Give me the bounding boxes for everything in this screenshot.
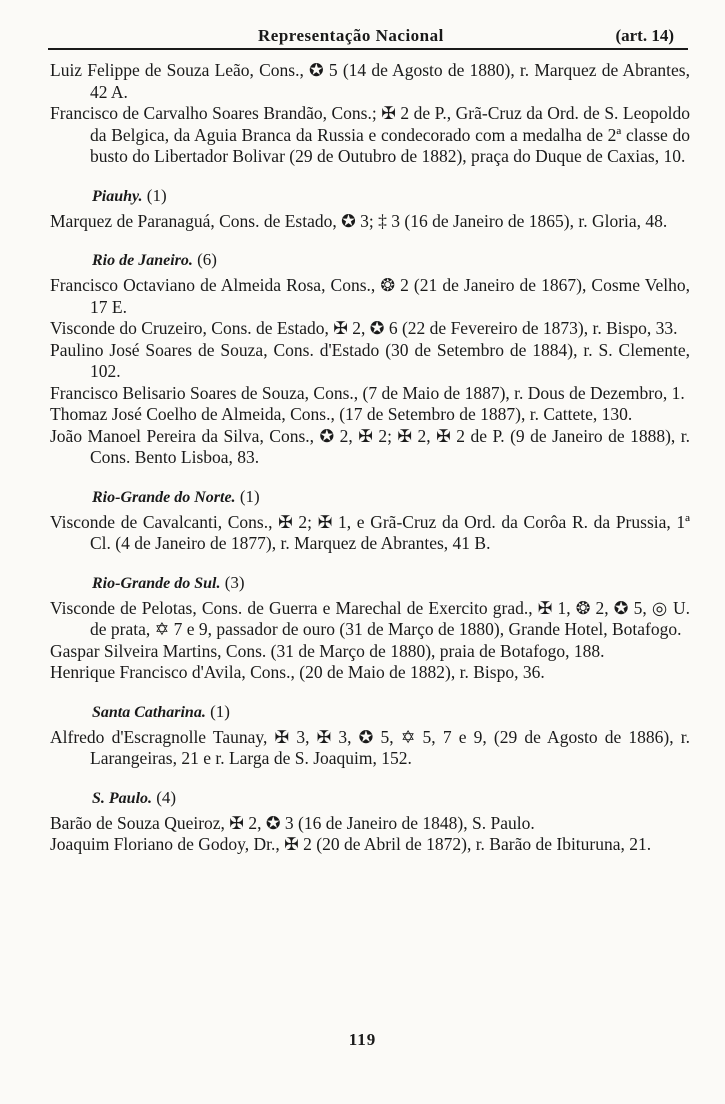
entry: Francisco Belisario Soares de Souza, Cons., (7 de Maio de 1887), r. Dous de Dezembro, 1. (50, 382, 685, 403)
member-count: (1) (239, 486, 260, 506)
member-count: (1) (146, 185, 167, 205)
entry: Marquez de Paranaguá, Cons. de Estado, ✪ 3; ‡ 3 (16 de Janeiro de 1865), r. Gloria, 48. (50, 210, 668, 231)
member-count: (4) (156, 787, 177, 807)
state-name: S. Paulo. (92, 789, 153, 807)
section-heading (92, 184, 690, 209)
entry: Barão de Souza Queiroz, ✠ 2, ✪ 3 (16 de Janeiro de 1848), S. Paulo. (50, 812, 535, 833)
page-number: 119 (348, 1030, 377, 1049)
section-continued (50, 60, 690, 168)
entry: Alfredo d'Escragnolle Taunay, ✠ 3, ✠ 3, ✪ 5, ✡ 5, 7 e 9, (29 de Agosto de 1886), r. Larangeiras, 21 e r. Larga de S. Joaquim, 152. (50, 726, 690, 768)
section-rio-grande-do-norte (50, 485, 690, 555)
member-count: (1) (210, 701, 230, 721)
entry: Visconde do Cruzeiro, Cons. de Estado, ✠ 2, ✪ 6 (22 de Fevereiro de 1873), r. Bispo, 33. (50, 318, 678, 338)
entry: Joaquim Floriano de Godoy, Dr., ✠ 2 (20 de Abril de 1872), r. Barão de Ibituruna, 21. (50, 834, 652, 854)
section-heading (92, 786, 690, 811)
state-name: Piauhy. (92, 187, 143, 205)
entry: Francisco de Carvalho Soares Brandão, Cons.; ✠ 2 de P., Grã-Cruz da Ord. de S. Leopoldo da Belgica, da Aguia Branca da Russia e condecorado com a medalha de 2ª classe do busto do Libertador Bolivar (29 de Outubro de 1882), praça do Duque de Caxias, 10. (50, 103, 690, 166)
state-name: Rio-Grande do Sul. (92, 574, 221, 592)
entry: Visconde de Cavalcanti, Cons., ✠ 2; ✠ 1, e Grã-Cruz da Ord. da Corôa R. da Prussia, 1ª Cl. (4 de Janeiro de 1877), r. Marquez de Abrantes, 41 B. (50, 511, 690, 553)
header-article: (art. 14) (615, 26, 674, 45)
section-heading (92, 700, 690, 725)
entry: Paulino José Soares de Souza, Cons. d'Estado (30 de Setembro de 1884), r. S. Clemente, 102. (50, 339, 690, 381)
section-rio-grande-do-sul (50, 571, 690, 684)
entry: Thomaz José Coelho de Almeida, Cons., (17 de Setembro de 1887), r. Cattete, 130. (50, 404, 633, 424)
entry: Henrique Francisco d'Avila, Cons., (20 de Maio de 1882), r. Bispo, 36. (50, 662, 545, 682)
section-piauhy (50, 184, 690, 233)
section-rio-de-janeiro (50, 248, 690, 469)
member-count: (6) (197, 250, 217, 269)
entry: Luiz Felippe de Souza Leão, Cons., ✪ 5 (14 de Agosto de 1880), r. Marquez de Abrantes, 42 A. (50, 60, 690, 102)
entry: Francisco Octaviano de Almeida Rosa, Cons., ❂ 2 (21 de Janeiro de 1867), Cosme Velho, 17 E. (50, 275, 690, 317)
state-name: Rio-Grande do Norte. (92, 488, 236, 506)
member-count: (3) (224, 572, 245, 592)
entry: João Manoel Pereira da Silva, Cons., ✪ 2, ✠ 2; ✠ 2, ✠ 2 de P. (9 de Janeiro de 1888), r. Cons. Bento Lisboa, 83. (50, 425, 690, 467)
entry: Visconde de Pelotas, Cons. de Guerra e Marechal de Exercito grad., ✠ 1, ❂ 2, ✪ 5, ◎ U. de prata, ✡ 7 e 9, passador de ouro (31 de Março de 1880), Grande Hotel, Botafogo. (50, 597, 690, 639)
section-heading (92, 485, 690, 510)
entry: Gaspar Silveira Martins, Cons. (31 de Março de 1880), praia de Botafogo, 188. (50, 640, 605, 661)
senators-list (50, 60, 690, 872)
page-header (48, 22, 688, 50)
state-name: Rio de Janeiro. (92, 252, 193, 269)
section-heading (92, 248, 690, 273)
state-name: Santa Catharina. (92, 703, 206, 721)
section-heading (92, 571, 690, 596)
section-santa-catharina (50, 700, 690, 770)
header-title: Representação Nacional (258, 26, 444, 45)
section-sao-paulo (50, 786, 690, 856)
